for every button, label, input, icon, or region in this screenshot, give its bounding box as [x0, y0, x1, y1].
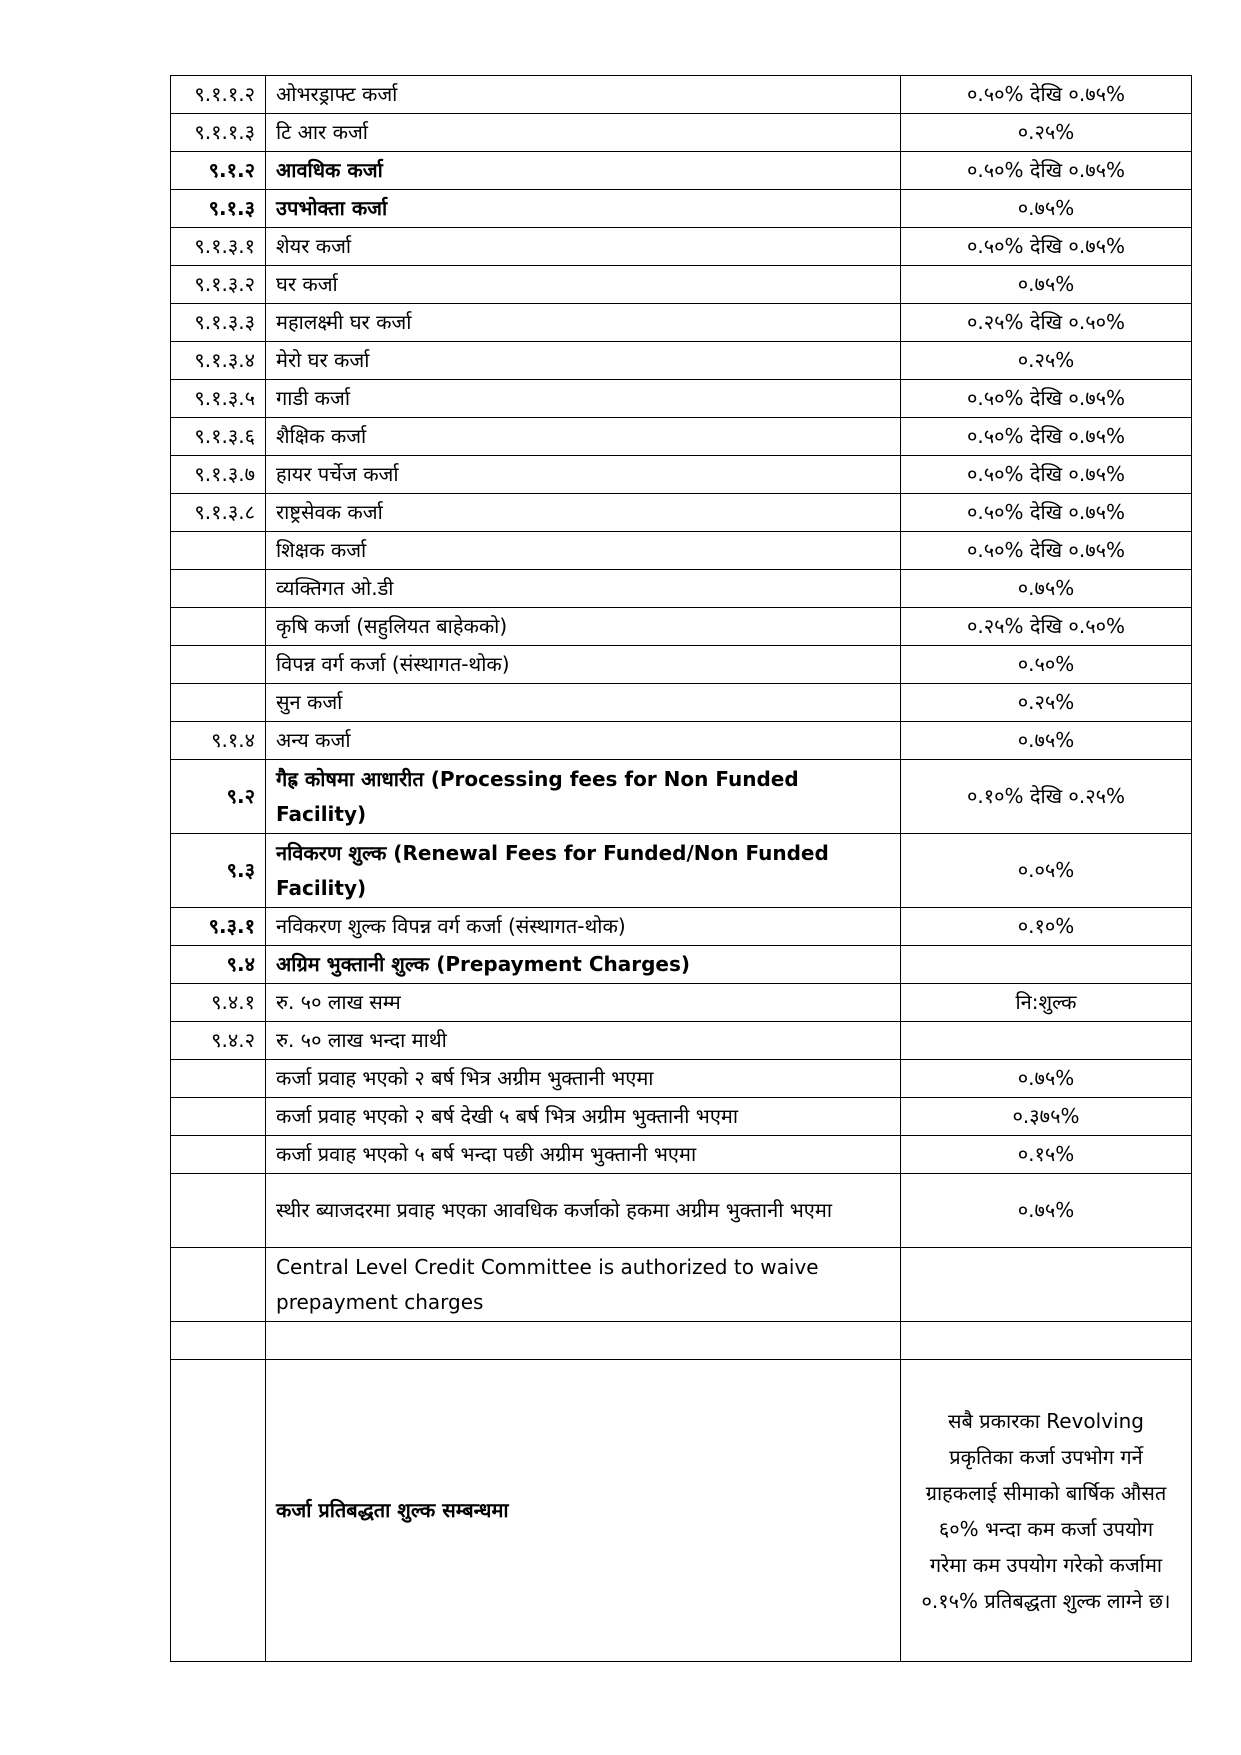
row-number: ९.१.१.३	[171, 114, 266, 152]
row-number: ९.१.३.६	[171, 418, 266, 456]
row-rate: ०.१०% देखि ०.२५%	[901, 760, 1192, 834]
table-row	[171, 1098, 1192, 1136]
row-description: उपभोक्ता कर्जा	[266, 190, 901, 228]
row-rate	[901, 1248, 1192, 1322]
row-rate: ०.२५% देखि ०.५०%	[901, 608, 1192, 646]
table-row	[171, 494, 1192, 532]
row-description: हायर पर्चेज कर्जा	[266, 456, 901, 494]
row-number	[171, 570, 266, 608]
row-description: ओभरड्राफ्ट कर्जा	[266, 76, 901, 114]
row-rate	[901, 946, 1192, 984]
table-row	[171, 722, 1192, 760]
row-number: ९.२	[171, 760, 266, 834]
table-row	[171, 1322, 1192, 1360]
row-rate: ०.५०% देखि ०.७५%	[901, 76, 1192, 114]
row-description: गाडी कर्जा	[266, 380, 901, 418]
table-row	[171, 1060, 1192, 1098]
row-number: ९.४.२	[171, 1022, 266, 1060]
row-rate: सबै प्रकारका Revolving प्रकृतिका कर्जा उपभोग गर्ने ग्राहकलाई सीमाको बार्षिक औसत ६०% भन्दा कम कर्जा उपयोग गरेमा कम उपयोग गरेको कर्जामा ०.१५% प्रतिबद्धता शुल्क लाग्ने छ।	[901, 1360, 1192, 1662]
row-number: ९.३	[171, 834, 266, 908]
table-row	[171, 266, 1192, 304]
row-number	[171, 1248, 266, 1322]
row-description: नविकरण शुल्क (Renewal Fees for Funded/Non Funded Facility)	[266, 834, 901, 908]
row-description: Central Level Credit Committee is authorized to waive prepayment charges	[266, 1248, 901, 1322]
row-rate	[901, 1322, 1192, 1360]
table-row	[171, 834, 1192, 908]
row-rate: ०.२५%	[901, 114, 1192, 152]
row-number: ९.१.३.३	[171, 304, 266, 342]
row-description: रु. ५० लाख सम्म	[266, 984, 901, 1022]
table-row	[171, 380, 1192, 418]
row-number: ९.४.१	[171, 984, 266, 1022]
row-rate: ०.५०% देखि ०.७५%	[901, 456, 1192, 494]
table-row	[171, 1136, 1192, 1174]
row-number	[171, 1098, 266, 1136]
row-rate: ०.७५%	[901, 722, 1192, 760]
row-rate: ०.१५%	[901, 1136, 1192, 1174]
row-description: गैह्र कोषमा आधारीत (Processing fees for Non Funded Facility)	[266, 760, 901, 834]
row-description: टि आर कर्जा	[266, 114, 901, 152]
row-rate: ०.२५% देखि ०.५०%	[901, 304, 1192, 342]
table-row	[171, 684, 1192, 722]
table-row	[171, 114, 1192, 152]
row-description: कर्जा प्रतिबद्धता शुल्क सम्बन्धमा	[266, 1360, 901, 1662]
table-row	[171, 984, 1192, 1022]
row-description: शेयर कर्जा	[266, 228, 901, 266]
row-description: महालक्ष्मी घर कर्जा	[266, 304, 901, 342]
row-description: रु. ५० लाख भन्दा माथी	[266, 1022, 901, 1060]
table-row	[171, 76, 1192, 114]
row-description: विपन्न वर्ग कर्जा (संस्थागत-थोक)	[266, 646, 901, 684]
table-row	[171, 946, 1192, 984]
row-rate: ०.७५%	[901, 190, 1192, 228]
table-row	[171, 570, 1192, 608]
row-number	[171, 684, 266, 722]
row-number: ९.३.१	[171, 908, 266, 946]
table-row	[171, 608, 1192, 646]
row-rate: ०.५०% देखि ०.७५%	[901, 532, 1192, 570]
row-rate: ०.५०% देखि ०.७५%	[901, 228, 1192, 266]
row-description: राष्ट्रसेवक कर्जा	[266, 494, 901, 532]
row-number: ९.१.१.२	[171, 76, 266, 114]
table-row	[171, 760, 1192, 834]
row-rate: ०.७५%	[901, 1174, 1192, 1248]
row-description: घर कर्जा	[266, 266, 901, 304]
row-description: सुन कर्जा	[266, 684, 901, 722]
table-row	[171, 532, 1192, 570]
table-row	[171, 190, 1192, 228]
row-rate: ०.३७५%	[901, 1098, 1192, 1136]
row-number	[171, 1060, 266, 1098]
row-rate: नि:शुल्क	[901, 984, 1192, 1022]
row-rate: ०.१०%	[901, 908, 1192, 946]
row-description: कर्जा प्रवाह भएको २ बर्ष भित्र अग्रीम भुक्तानी भएमा	[266, 1060, 901, 1098]
row-rate: ०.५०% देखि ०.७५%	[901, 418, 1192, 456]
row-number	[171, 646, 266, 684]
row-rate: ०.७५%	[901, 1060, 1192, 1098]
row-rate: ०.७५%	[901, 570, 1192, 608]
row-number: ९.१.३.२	[171, 266, 266, 304]
fee-table-body	[171, 76, 1192, 1662]
row-description: स्थीर ब्याजदरमा प्रवाह भएका आवधिक कर्जाको हकमा अग्रीम भुक्तानी भएमा	[266, 1174, 901, 1248]
row-number	[171, 1322, 266, 1360]
row-description: शिक्षक कर्जा	[266, 532, 901, 570]
row-number	[171, 608, 266, 646]
row-rate: ०.५०%	[901, 646, 1192, 684]
row-rate: ०.५०% देखि ०.७५%	[901, 494, 1192, 532]
table-row	[171, 304, 1192, 342]
row-rate	[901, 1022, 1192, 1060]
row-number: ९.१.३.७	[171, 456, 266, 494]
table-row	[171, 646, 1192, 684]
row-description: अन्य कर्जा	[266, 722, 901, 760]
row-number: ९.४	[171, 946, 266, 984]
row-rate: ०.२५%	[901, 684, 1192, 722]
table-row	[171, 1248, 1192, 1322]
row-description: आवधिक कर्जा	[266, 152, 901, 190]
row-description: मेरो घर कर्जा	[266, 342, 901, 380]
row-rate: ०.५०% देखि ०.७५%	[901, 152, 1192, 190]
row-description: कर्जा प्रवाह भएको २ बर्ष देखी ५ बर्ष भित्र अग्रीम भुक्तानी भएमा	[266, 1098, 901, 1136]
row-number	[171, 1174, 266, 1248]
row-rate: ०.०५%	[901, 834, 1192, 908]
row-number	[171, 1136, 266, 1174]
row-rate: ०.५०% देखि ०.७५%	[901, 380, 1192, 418]
row-number: ९.१.३	[171, 190, 266, 228]
row-description: अग्रिम भुक्तानी शुल्क (Prepayment Charges)	[266, 946, 901, 984]
row-number: ९.१.३.५	[171, 380, 266, 418]
table-row	[171, 152, 1192, 190]
row-number: ९.१.३.४	[171, 342, 266, 380]
row-number: ९.१.३.८	[171, 494, 266, 532]
table-row	[171, 418, 1192, 456]
row-number: ९.१.३.१	[171, 228, 266, 266]
table-row	[171, 1022, 1192, 1060]
table-row	[171, 456, 1192, 494]
table-row	[171, 908, 1192, 946]
table-row	[171, 1360, 1192, 1662]
row-description: कर्जा प्रवाह भएको ५ बर्ष भन्दा पछी अग्रीम भुक्तानी भएमा	[266, 1136, 901, 1174]
fee-table	[170, 75, 1192, 1662]
table-row	[171, 342, 1192, 380]
row-description: शैक्षिक कर्जा	[266, 418, 901, 456]
row-number	[171, 1360, 266, 1662]
row-rate: ०.७५%	[901, 266, 1192, 304]
table-row	[171, 1174, 1192, 1248]
row-description	[266, 1322, 901, 1360]
row-description: व्यक्तिगत ओ.डी	[266, 570, 901, 608]
row-number: ९.१.४	[171, 722, 266, 760]
row-description: कृषि कर्जा (सहुलियत बाहेकको)	[266, 608, 901, 646]
row-number: ९.१.२	[171, 152, 266, 190]
table-row	[171, 228, 1192, 266]
row-number	[171, 532, 266, 570]
row-description: नविकरण शुल्क विपन्न वर्ग कर्जा (संस्थागत-थोक)	[266, 908, 901, 946]
row-rate: ०.२५%	[901, 342, 1192, 380]
